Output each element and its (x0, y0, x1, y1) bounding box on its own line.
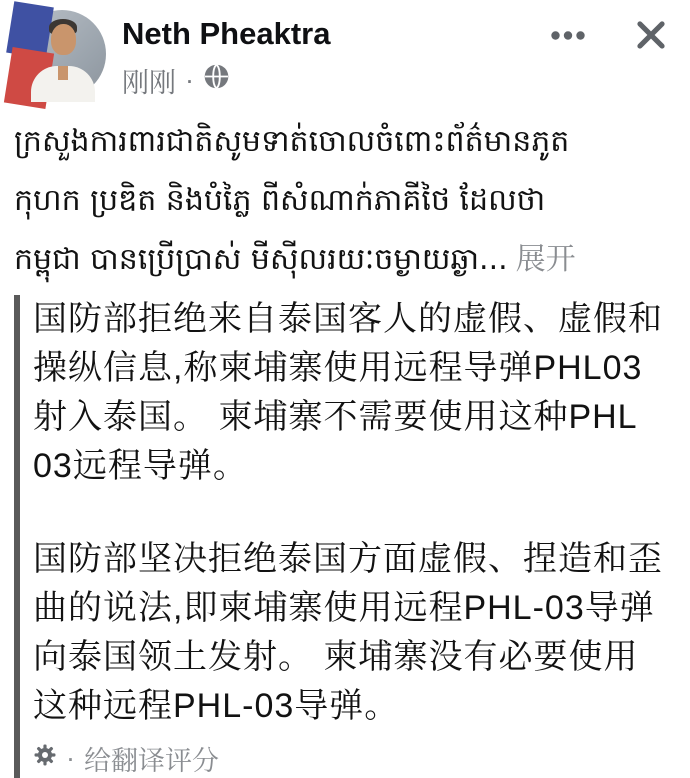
meta-separator: · (185, 64, 194, 95)
close-button[interactable] (626, 10, 676, 60)
translation-line: 射入泰国。 柬埔寨不需要使用这种PHL (33, 398, 638, 436)
avatar-neck (58, 66, 68, 80)
khmer-line-last (14, 230, 676, 289)
translation-line: 曲的说法,即柬埔寨使用远程PHL-03导弹 (33, 589, 655, 627)
more-options-button[interactable] (544, 24, 592, 47)
khmer-line: កុហក ប្រឌិត និងបំភ្លៃ ពីសំណាក់ភាគីថៃ ដែលថា (14, 183, 546, 218)
translation-line: 03远程导弹。 (33, 447, 248, 485)
timestamp[interactable]: 刚刚 (122, 67, 176, 98)
translation-line: 操纵信息,称柬埔寨使用远程导弹PHL03 (33, 349, 643, 387)
translation-quote-block (14, 295, 676, 778)
gear-icon (33, 743, 57, 774)
khmer-line: ក្រសួងការពារជាតិសូមទាត់ចោលចំពោះព័ត៌មានភូត (14, 124, 570, 159)
rate-separator: · (66, 743, 75, 773)
translation-line: 国防部拒绝来自泰国客人的虚假、虚假和 (33, 300, 663, 338)
translation-line: 这种远程PHL-03导弹。 (33, 687, 400, 725)
avatar[interactable] (18, 10, 106, 98)
post-header (0, 0, 690, 108)
khmer-line-text: កម្ពុជា បានប្រើប្រាស់ មីស៊ីលរយៈចម្ងាយឆ្ងា... (14, 242, 508, 277)
expand-link[interactable]: 展开 (515, 243, 576, 276)
header-meta (122, 10, 330, 100)
header-actions (544, 10, 676, 60)
post-original-text (0, 108, 690, 289)
translation-paragraph-1 (33, 295, 676, 491)
translation-paragraph-2 (33, 535, 676, 731)
privacy-globe-icon (203, 63, 230, 97)
rate-translation-label: 给翻译评分 (84, 746, 219, 776)
ellipsis-icon (550, 29, 586, 44)
close-icon (632, 42, 670, 57)
translation-line: 向泰国领土发射。 柬埔寨没有必要使用 (33, 638, 639, 676)
rate-translation-control[interactable] (33, 739, 676, 778)
avatar-face (51, 24, 76, 55)
translation-line: 国防部坚决拒绝泰国方面虚假、捏造和歪 (33, 540, 663, 578)
post-meta-row (122, 61, 330, 100)
author-name[interactable]: Neth Pheaktra (122, 16, 331, 51)
